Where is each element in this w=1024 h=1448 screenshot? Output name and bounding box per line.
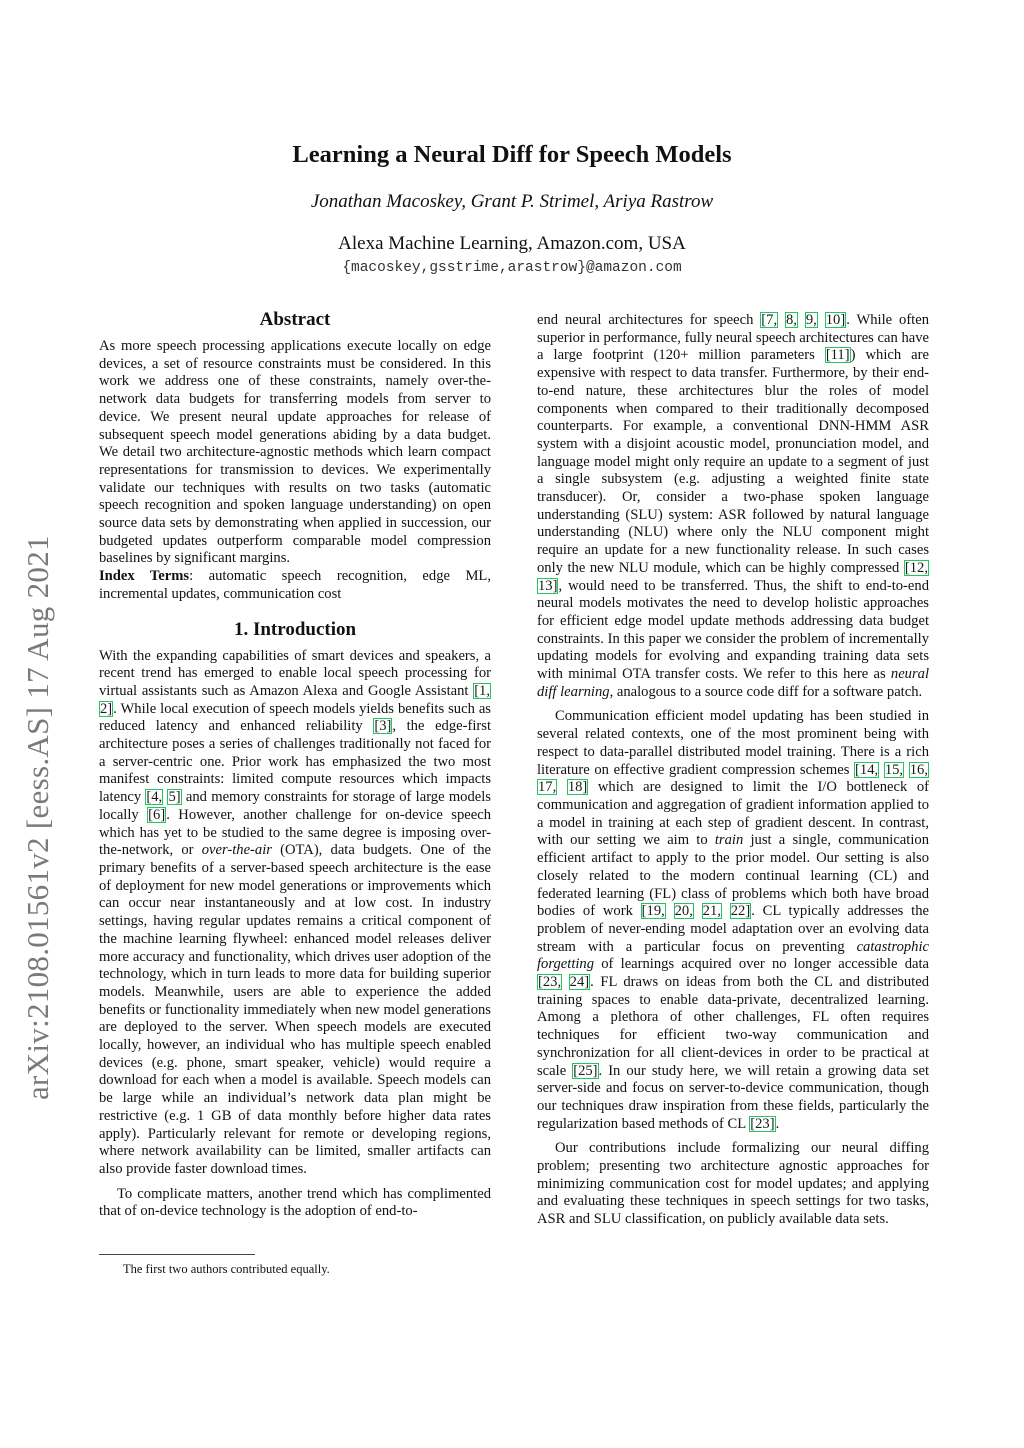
citation-link[interactable]: [4, bbox=[146, 789, 163, 806]
footnote-divider bbox=[99, 1254, 255, 1255]
intro-paragraph-2-continued: end neural architectures for speech [7, 8, 9, 10]. While often superior in performance, fully neural speech architectures can have a large footprint (120+ million parameters [11]) which are expensive with respect to data transfer. Furthermore, by their end-to-end nature, these architectures blur the roles of model components when compared to their traditionally decomposed counterparts. For example, a conventional DNN-HMM ASR system with a disjoint acoustic model, pronunciation model, and language model might only require an update to a segment of just a single subsystem (e.g. adjusting a weighted finite state transducer). Or, consider a two-phase spoken language understanding (SLU) system: ASR followed by natural language understanding (NLU) where only the NLU component might require an update for a new functionality release. In such cases only the new NLU module, which can be highly compressed [12, 13], would need to be transferred. Thus, the shift to end-to-end neural models motivates the need to develop holistic approaches for efficient edge model update methods addressing data budget constraints. In this paper we consider the problem of incrementally updating models for evolving and expanding training data sets with minimal OTA transfer costs. We refer to this here as neural diff learning, analogous to a source code diff for a software patch. bbox=[537, 312, 930, 700]
citation-link[interactable]: 15, bbox=[884, 761, 904, 778]
citation-link[interactable]: 16, bbox=[909, 761, 928, 778]
affiliation: Alexa Machine Learning, Amazon.com, USA bbox=[338, 233, 686, 254]
footnote: The first two authors contributed equally. bbox=[123, 1262, 330, 1276]
citation-link[interactable]: [25] bbox=[573, 1062, 598, 1079]
arxiv-identifier-stamp[interactable]: arXiv:2108.01561v2 [eess.AS] 17 Aug 2021 bbox=[20, 535, 55, 1100]
index-terms-label: Index Terms bbox=[99, 568, 190, 585]
citation-link[interactable]: 10] bbox=[825, 312, 846, 328]
intro-paragraph-4: Our contributions include formalizing our neural diffing problem; presenting two architecture agnostic approaches for minimizing communication cost for model updates; and applying and evaluating these techniques in speech settings for two tasks, ASR and SLU classification, on publicly available data sets. bbox=[537, 1140, 929, 1228]
author-emails: {macoskey,gsstrime,arastrow}@amazon.com bbox=[342, 260, 682, 276]
citation-link[interactable]: [19, bbox=[641, 903, 665, 920]
intro-paragraph-3: Communication efficient model updating has been studied in several related contexts, one of the most prominent being with respect to data-parallel distributed model training. There is a rich literature on effective gradient compression schemes [14, 15, 16, 17, 18] which are designed to limit the I/O bottleneck of communication and aggregation of gradient information applied to a model in training at each step of gradient descent. In contrast, with our setting we aim to train just a single, communication efficient artifact to apply to the prior model. Our setting is also closely related to the modern continual learning (CL) and federated learning (FL) class of problems which both have broad bodies of work [19, 20, 21, 22]. CL typically addresses the problem of never-ending model adaptation over an evolving data stream with a particular focus on preventing catastrophic forgetting of learnings acquired over no longer accessible data [23, 24]. FL draws on ideas from both the CL and distributed training spaces to enable data-private, decentralized learning. Among a plethora of other challenges, FL often requires techniques for efficient two-way communication and synchronization for all client-devices in order to be practical at scale [25]. In our study here, we will retain a growing data set server-side and focus on server-to-device communication, though our techniques draw inspiration from these fields, particularly the regularization based methods of CL [23]. bbox=[537, 708, 929, 1132]
citation-link[interactable]: [1, bbox=[474, 682, 490, 699]
citation-link[interactable]: [11] bbox=[825, 347, 850, 364]
citation-link[interactable]: [23] bbox=[750, 1115, 775, 1132]
citation-link[interactable]: [23, bbox=[538, 974, 562, 991]
citation-link[interactable]: 21, bbox=[702, 903, 721, 920]
citation-link[interactable]: [7, bbox=[761, 312, 778, 328]
citation-link[interactable]: 24] bbox=[569, 974, 590, 991]
abstract-text: As more speech processing applications execute locally on edge devices, a set of resource constraints must be considered. In this work we address one of these constraints, namely over-the-network data budgets for transferring models from server to device. We present neural update approaches for release of subsequent speech model generations abiding by a data budget. We detail two architecture-agnostic methods which learn compact representations for transmission to devices. We experimentally validate our techniques with results on two tasks (automatic speech recognition and spoken language understanding) on open source data sets by demonstrating when applied in succession, our budgeted updates outperform comparable model compression baselines by significant margins. bbox=[99, 338, 491, 567]
paper-title: Learning a Neural Diff for Speech Models bbox=[292, 141, 732, 168]
right-column bbox=[537, 312, 929, 1229]
citation-link[interactable]: [14, bbox=[855, 761, 879, 778]
citation-link[interactable]: 5] bbox=[168, 789, 181, 806]
intro-paragraph-1: With the expanding capabilities of smart devices and speakers, a recent trend has emerged to enable local speech processing for virtual assistants such as Amazon Alexa and Google Assistant [1, 2]. While local execution of speech models yields benefits such as reduced latency and enhanced reliability [3], the edge-first architecture poses a series of challenges traditionally not faced for a server-centric one. Prior work has emphasized the two most manifest constraints: limited compute resources which impacts latency [4, 5] and memory constraints for storage of large models locally [6]. However, another challenge for on-device speech which has yet to be studied to the same degree is imposing over-the-network, or over-the-air (OTA), data budgets. One of the primary benefits of a server-based speech architecture is the ease of deployment for new model generations or improvements which can occur near instantaneously and at low cost. In industry settings, having regular updates remains a critical component of the machine learning flywheel: enhanced model releases deliver more accuracy and functionality, which drives user adoption of the technology, which in turn leads to more data for building superior models. Meanwhile, users are able to experience the added benefits or functionality immediately when new model generations are deployed to the server. When speech models are executed locally, however, an individual who has multiple speech enabled devices (e.g. phone, smart speaker, vehicle) would require a download for each when a model is available. Speech models can be large while an individual’s network data plan might be restrictive (e.g. 1 GB of data monthly before higher data rates apply). Particularly relevant for remote or developing regions, where network availability can be limited, smaller artifacts can also provide faster download times. bbox=[99, 647, 491, 1177]
index-terms bbox=[99, 568, 491, 603]
left-column bbox=[99, 308, 491, 1221]
citation-link[interactable]: 2] bbox=[100, 700, 113, 717]
author-list: Jonathan Macoskey, Grant P. Strimel, Ariya Rastrow bbox=[310, 191, 714, 212]
citation-link[interactable]: 18] bbox=[567, 779, 588, 796]
citation-link[interactable]: 22] bbox=[730, 903, 751, 920]
citation-link[interactable]: 20, bbox=[674, 903, 693, 920]
citation-link[interactable]: [6] bbox=[148, 806, 166, 823]
citation-link[interactable]: 13] bbox=[538, 577, 558, 594]
index-terms-text: : automatic speech recognition, edge ML, incremental updates, communication cost bbox=[99, 568, 491, 602]
intro-paragraph-2: To complicate matters, another trend which has complimented that of on-device technology is the adoption of end-to- bbox=[99, 1185, 491, 1220]
abstract-heading: Abstract bbox=[259, 309, 331, 330]
citation-link[interactable]: 9, bbox=[805, 312, 817, 328]
citation-link[interactable]: 17, bbox=[538, 779, 557, 796]
citation-link[interactable]: [12, bbox=[904, 559, 928, 576]
citation-link[interactable]: 8, bbox=[786, 312, 797, 328]
paper-header bbox=[0, 140, 1024, 278]
introduction-heading: 1. Introduction bbox=[233, 618, 357, 640]
citation-link[interactable]: [3] bbox=[374, 718, 392, 735]
